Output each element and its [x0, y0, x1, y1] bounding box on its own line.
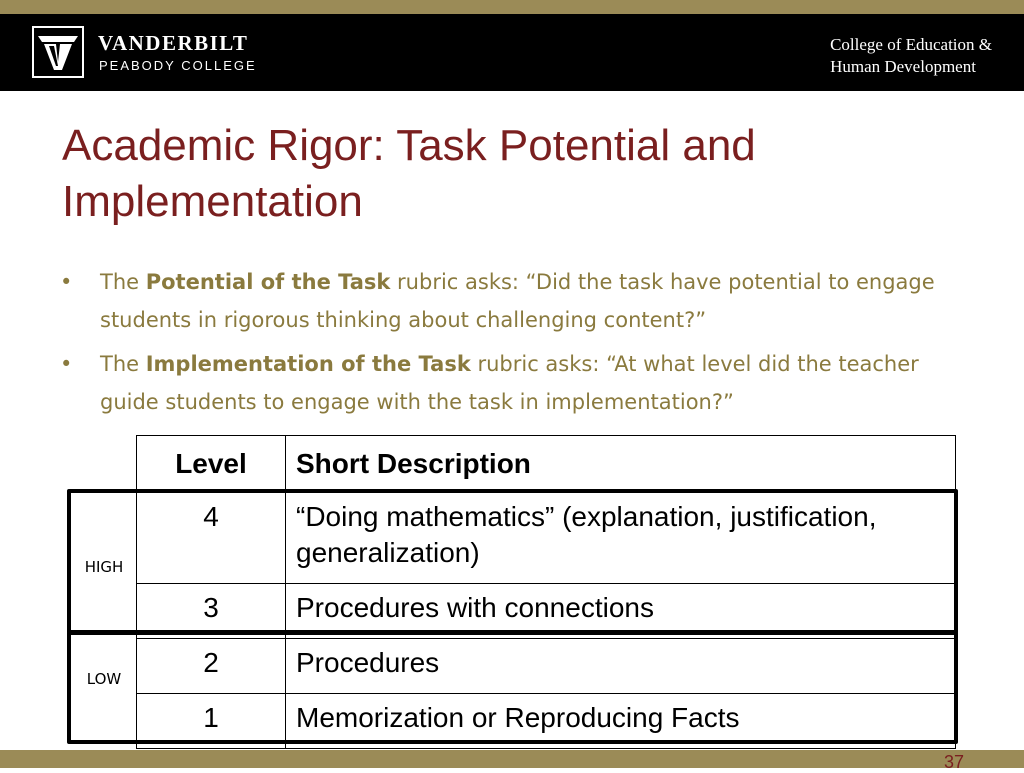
bullet-item	[60, 263, 980, 339]
description-cell: Procedures	[286, 639, 956, 694]
bullet-text-pre: The	[100, 270, 146, 294]
level-cell: 3	[137, 584, 286, 639]
high-group-box	[67, 489, 958, 634]
bullet-dot-icon: •	[60, 270, 73, 294]
page-number: 37	[943, 752, 964, 772]
level-cell: 4	[137, 493, 286, 584]
bullet-text-bold: Implementation of the Task	[145, 352, 471, 376]
college-line-2: Human Development	[830, 57, 976, 76]
bullet-dot-icon: •	[60, 352, 73, 376]
level-cell: 1	[137, 694, 286, 749]
college-name	[830, 34, 992, 78]
low-label: LOW	[86, 670, 122, 688]
bullet-text-post: rubric asks: “Did the task have potential to engage students in rigorous thinking about challenging content?”	[100, 270, 935, 332]
bullet-list	[60, 263, 980, 427]
bullet-text-post: rubric asks: “At what level did the teacher guide students to engage with the task in implementation?”	[100, 352, 919, 414]
description-cell: Procedures with connections	[286, 584, 956, 639]
bottom-gold-band	[0, 750, 1024, 768]
bullet-text-bold: Potential of the Task	[145, 270, 391, 294]
table-header-row	[137, 436, 956, 493]
bullet-item	[60, 345, 980, 421]
low-group-box	[67, 631, 958, 744]
bullet-text-pre: The	[100, 352, 146, 376]
description-cell: Memorization or Reproducing Facts	[286, 694, 956, 749]
high-label: HIGH	[84, 558, 124, 576]
column-header-description: Short Description	[286, 436, 956, 493]
vanderbilt-logo-icon	[32, 26, 84, 78]
description-cell: “Doing mathematics” (explanation, justification, generalization)	[286, 493, 956, 584]
top-gold-band	[0, 0, 1024, 14]
column-header-level: Level	[137, 436, 286, 493]
slide-title: Academic Rigor: Task Potential and Implementation	[62, 121, 756, 226]
brand-subtitle: PEABODY COLLEGE	[99, 58, 257, 73]
level-cell: 2	[137, 639, 286, 694]
college-line-1: College of Education &	[830, 35, 992, 54]
brand-name: VANDERBILT	[98, 31, 249, 55]
